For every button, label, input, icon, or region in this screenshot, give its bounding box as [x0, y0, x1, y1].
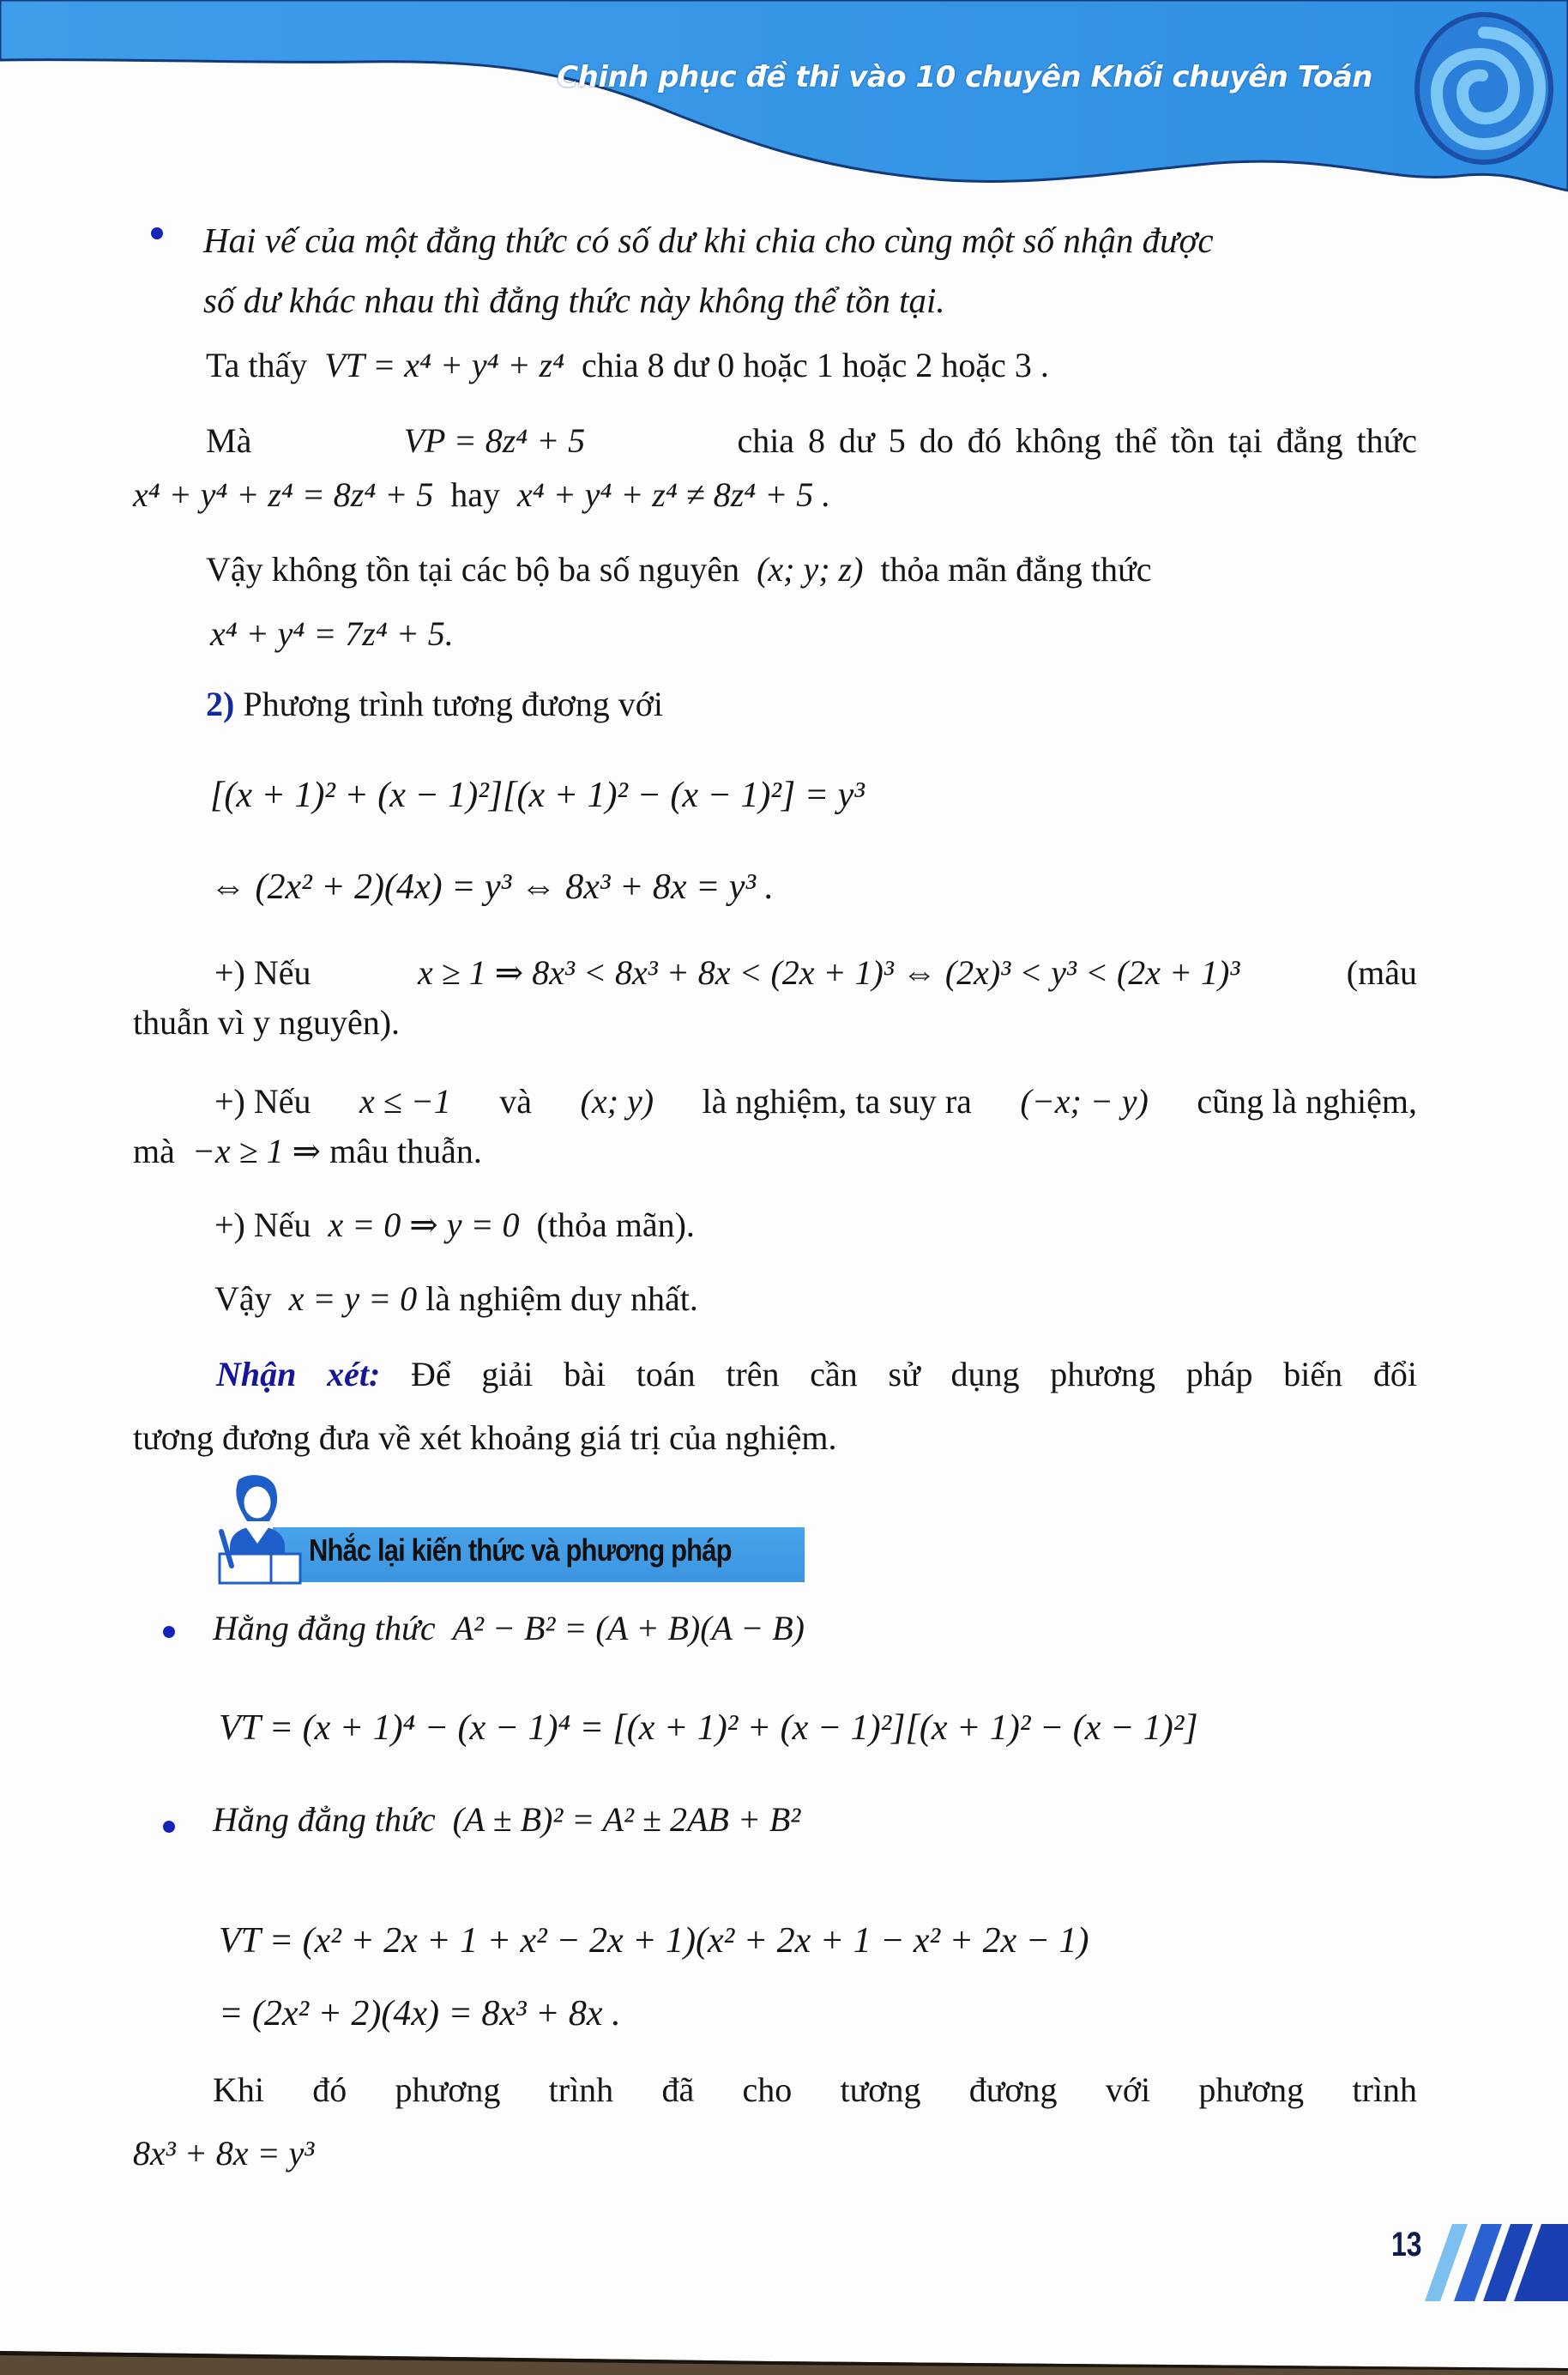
header-band: [0, 0, 1568, 206]
paragraph-ma-vp: [206, 420, 1417, 462]
paragraph-ta-thay: [206, 345, 1049, 386]
math-expression: x ≥ 1 ⇒ 8x³ < 8x³ + 8x < (2x + 1)³ ⇔ (2x)³ < y³ < (2x + 1)³: [418, 953, 1240, 992]
paragraph-case2: [214, 1081, 1417, 1122]
paragraph-part2: [206, 684, 663, 725]
bottom-edge: [0, 2349, 1568, 2375]
paragraph-rule-line1: Hai vế của một đẳng thức có số dư khi chia cho cùng một số nhận được: [203, 221, 1214, 260]
final-equation: 8x³ + 8x = y³: [133, 2134, 315, 2173]
text-suffix: thỏa mãn đẳng thức: [880, 550, 1152, 589]
text-mid: hay: [450, 475, 500, 514]
math-expression: VT = x⁴ + y⁴ + z⁴: [324, 346, 564, 384]
text-prefix: +) Nếu: [214, 1206, 311, 1244]
text-suffix: (thỏa mãn).: [536, 1206, 695, 1244]
paragraph-case3: [214, 1205, 695, 1246]
text-suffix: là nghiệm duy nhất.: [425, 1279, 698, 1318]
final-line1: Khi đó phương trình đã cho tương đương với phương trình: [213, 2070, 1417, 2109]
identity-label: Hằng đẳng thức: [213, 1800, 436, 1839]
math-formula: (A ± B)² = A² ± 2AB + B²: [452, 1800, 801, 1839]
bullet-icon: [151, 227, 163, 239]
text-prefix: +) Nếu: [214, 953, 311, 992]
math-expression: x ≤ −1: [359, 1082, 451, 1121]
math-expression: VP = 8z⁴ + 5: [403, 421, 586, 460]
math-expression: x⁴ + y⁴ + z⁴ = 8z⁴ + 5: [133, 475, 434, 514]
text-prefix: +) Nếu: [214, 1082, 311, 1121]
identity1-heading: [213, 1608, 805, 1649]
paragraph-remark: [216, 1354, 1417, 1395]
text-prefix: Vậy: [214, 1279, 272, 1318]
math-expression: −x ≥ 1 ⇒: [191, 1132, 322, 1170]
section-title: Nhắc lại kiến thức và phương pháp: [309, 1532, 732, 1568]
remark-line1: Để giải bài toán trên cần sử dụng phương pháp biến đổi: [411, 1355, 1417, 1393]
text-suffix: (mâu: [1346, 953, 1417, 992]
text-prefix: Vậy không tồn tại các bộ ba số nguyên: [206, 550, 740, 589]
math-expression: (x; y): [580, 1082, 654, 1121]
identity2-applied-line2: = (2x² + 2)(4x) = 8x³ + 8x .: [219, 1994, 621, 2034]
text-suffix: cũng là nghiệm,: [1197, 1082, 1417, 1121]
paragraph-case1-cont: thuẫn vì y nguyên).: [133, 1003, 401, 1042]
spiral-icon: [1407, 7, 1561, 170]
paragraph-conclusion1: [206, 549, 1151, 590]
identity2-applied-line1: VT = (x² + 2x + 1 + x² − 2x + 1)(x² + 2x + 1 − x² + 2x − 1): [219, 1921, 1089, 1961]
text: Phương trình tương đương với: [243, 685, 663, 723]
text-mid: là nghiệm, ta suy ra: [702, 1082, 972, 1121]
identity1-applied: VT = (x + 1)⁴ − (x − 1)⁴ = [(x + 1)² + (x − 1)²][(x + 1)² − (x − 1)²]: [219, 1708, 1198, 1748]
text-suffix: chia 8 dư 0 hoặc 1 hoặc 2 hoặc 3 .: [582, 346, 1049, 384]
paragraph-ma-vp-cont: [133, 474, 830, 516]
part-number: 2): [206, 685, 235, 723]
equation-equivalent: ⇔ (2x² + 2)(4x) = y³ ⇔ 8x³ + 8x = y³ .: [210, 867, 775, 907]
header-title: Chinh phục đề thi vào 10 chuyên Khối chuyên Toán: [557, 60, 1372, 94]
bullet-icon: [163, 1626, 175, 1638]
corner-stripes-icon: [1420, 2221, 1568, 2303]
math-expression: x = y = 0: [288, 1279, 418, 1318]
text-prefix: Mà: [206, 421, 252, 460]
text-prefix: Ta thấy: [206, 346, 308, 384]
paragraph-conclusion2: [214, 1278, 698, 1320]
bullet-icon: [163, 1821, 175, 1833]
paragraph-case1: [214, 952, 1417, 994]
math-expression: x = 0 ⇒ y = 0: [328, 1206, 520, 1244]
paragraph-rule-line2: số dư khác nhau thì đẳng thức này không thể tồn tại.: [203, 281, 945, 320]
text-suffix: mâu thuẫn.: [329, 1132, 482, 1170]
math-formula: A² − B² = (A + B)(A − B): [452, 1609, 805, 1647]
math-expression: (x; y; z): [757, 550, 864, 589]
equation-bracket: [(x + 1)² + (x − 1)²][(x + 1)² − (x − 1)²] = y³: [210, 776, 865, 815]
text-suffix: chia 8 dư 5 do đó không thể tồn tại đẳng thức: [737, 421, 1417, 460]
text-mid: và: [499, 1082, 533, 1121]
math-expression: x⁴ + y⁴ + z⁴ ≠ 8z⁴ + 5 .: [517, 475, 831, 514]
text-prefix: mà: [133, 1132, 175, 1170]
remark-label: Nhận xét:: [216, 1355, 381, 1393]
teacher-icon: [213, 1472, 307, 1587]
math-expression: (−x; − y): [1020, 1082, 1149, 1121]
paragraph-case2-cont: [133, 1131, 482, 1172]
page-number: 13: [1391, 2226, 1422, 2263]
identity2-heading: [213, 1799, 800, 1840]
remark-line2: tương đương đưa về xét khoảng giá trị của nghiệm.: [133, 1418, 837, 1457]
identity-label: Hằng đẳng thức: [213, 1609, 436, 1647]
equation-conclusion1: x⁴ + y⁴ = 7z⁴ + 5.: [210, 614, 454, 653]
